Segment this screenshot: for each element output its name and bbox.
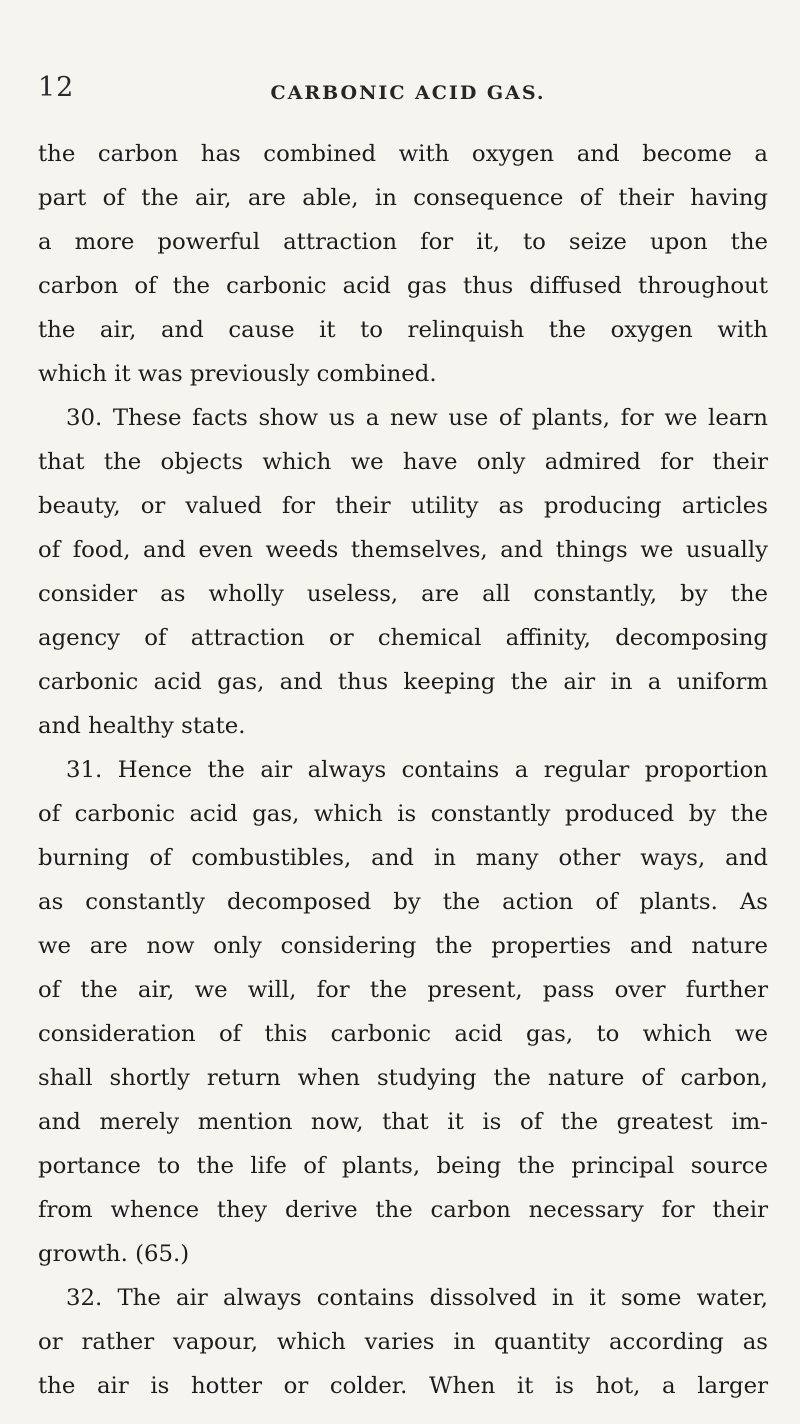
text-line: that the objects which we have only admired for their: [38, 449, 768, 475]
text-line: of food, and even weeds themselves, and things we usually: [38, 537, 768, 563]
text-line: growth. (65.): [38, 1241, 190, 1267]
text-line: which it was previously combined.: [38, 361, 437, 387]
text-line: shall shortly return when studying the nature of carbon,: [38, 1065, 768, 1091]
text-line: a more powerful attraction for it, to seize upon the: [38, 229, 768, 255]
text-line: the air, and cause it to relinquish the oxygen with: [38, 317, 768, 343]
text-line: as constantly decomposed by the action of plants. As: [38, 889, 768, 915]
page-header: [38, 72, 778, 112]
text-line: agency of attraction or chemical affinity, decomposing: [38, 625, 768, 651]
text-line: of the air, we will, for the present, pass over further: [38, 977, 768, 1003]
body-text: [38, 132, 768, 1408]
text-line: carbonic acid gas, and thus keeping the air in a uniform: [38, 669, 768, 695]
text-line: part of the air, are able, in consequence of their having: [38, 185, 768, 211]
paragraph-30-start: 30. These facts show us a new use of plants, for we learn: [66, 405, 768, 431]
text-line: or rather vapour, which varies in quantity according as: [38, 1329, 768, 1355]
text-line: and merely mention now, that it is of the greatest im-: [38, 1109, 768, 1135]
text-line: the air is hotter or colder. When it is hot, a larger: [38, 1373, 768, 1399]
text-line: consider as wholly useless, are all constantly, by the: [38, 581, 768, 607]
text-line: from whence they derive the carbon necessary for their: [38, 1197, 768, 1223]
running-title: CARBONIC ACID GAS.: [270, 82, 546, 104]
text-line: we are now only considering the properties and nature: [38, 933, 768, 959]
text-line: carbon of the carbonic acid gas thus diffused throughout: [38, 273, 768, 299]
text-line: portance to the life of plants, being the principal source: [38, 1153, 768, 1179]
text-line: beauty, or valued for their utility as producing articles: [38, 493, 768, 519]
paragraph-31-start: 31. Hence the air always contains a regular proportion: [66, 757, 768, 783]
text-line: and healthy state.: [38, 713, 246, 739]
text-line: of carbonic acid gas, which is constantly produced by the: [38, 801, 768, 827]
page-number: 12: [38, 72, 75, 103]
text-line: the carbon has combined with oxygen and become a: [38, 141, 768, 167]
text-line: consideration of this carbonic acid gas, to which we: [38, 1021, 768, 1047]
text-line: burning of combustibles, and in many other ways, and: [38, 845, 768, 871]
paragraph-32-start: 32. The air always contains dissolved in it some water,: [66, 1285, 768, 1311]
